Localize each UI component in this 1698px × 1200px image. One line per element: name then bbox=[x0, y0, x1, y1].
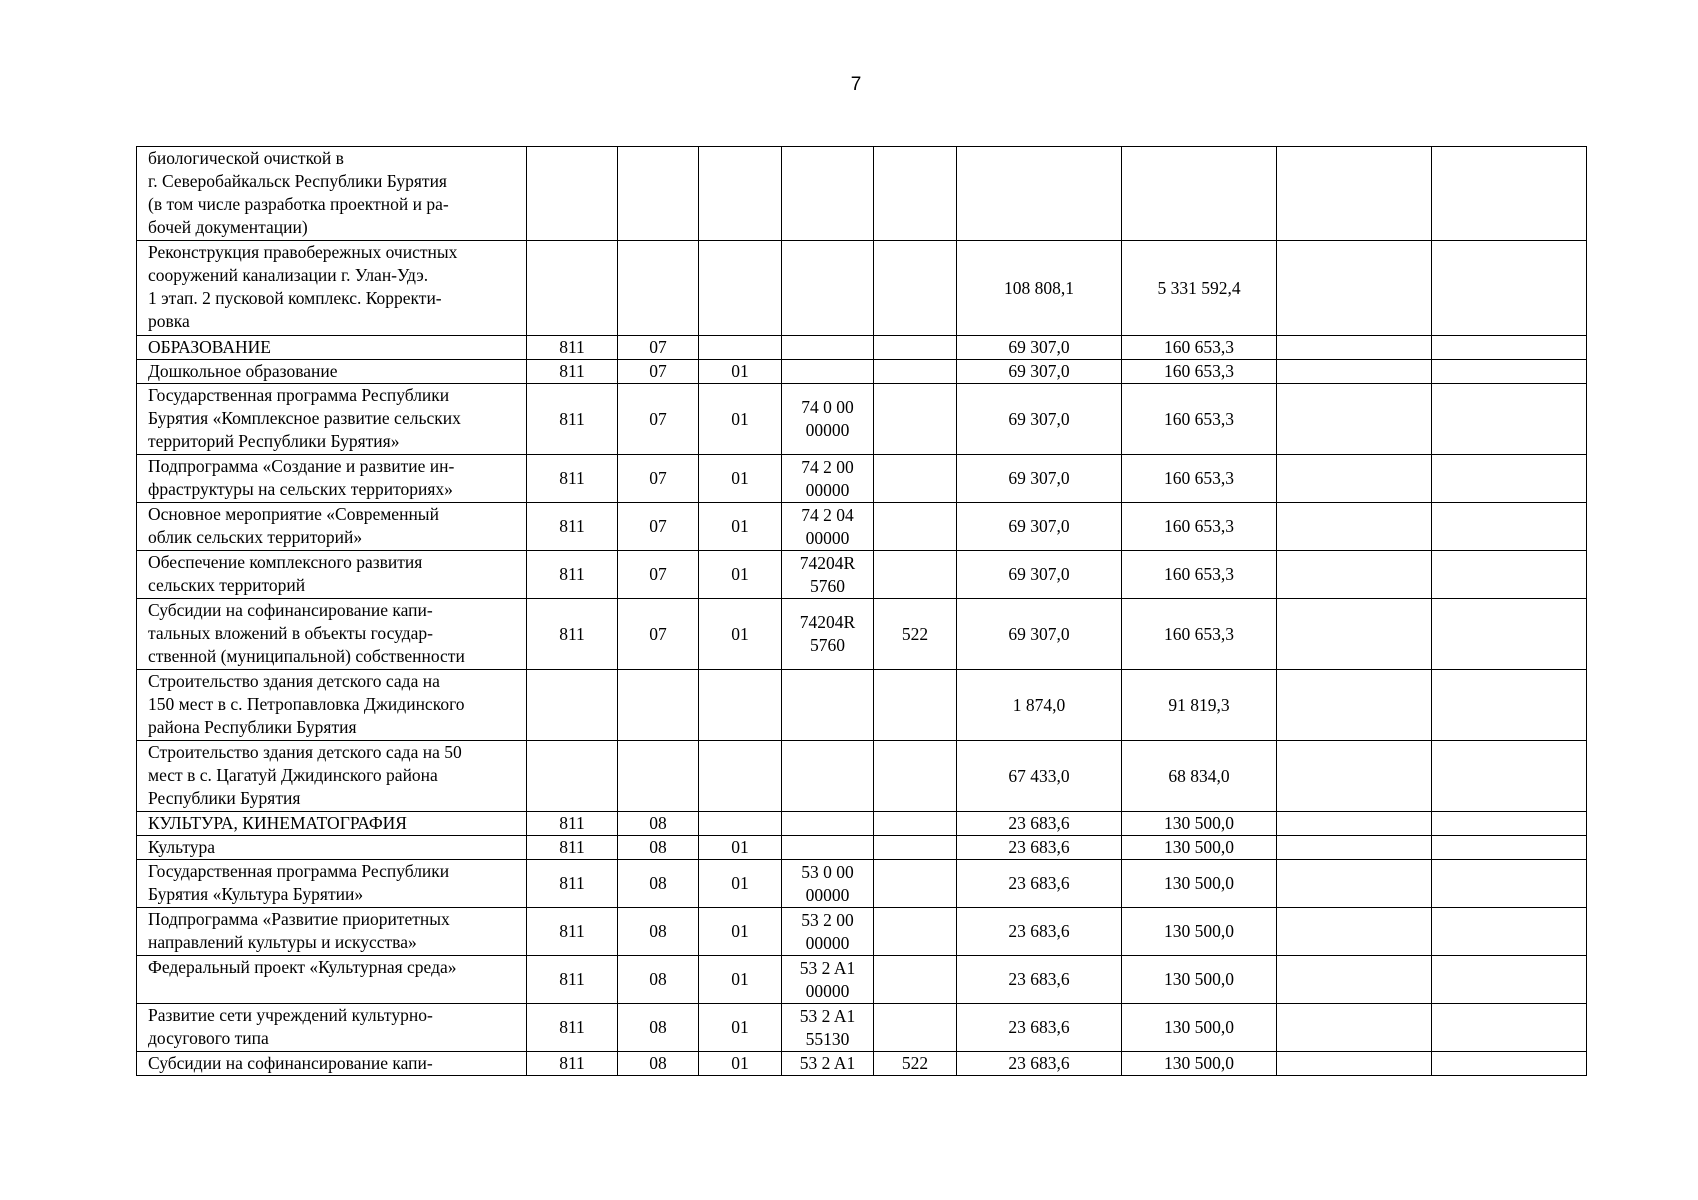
row-name-cell bbox=[137, 503, 527, 551]
table-row bbox=[137, 241, 1587, 336]
row-name: Развитие сети учреждений культурно- досугового типа bbox=[148, 1005, 433, 1048]
table-row bbox=[137, 551, 1587, 599]
table-cell bbox=[782, 836, 874, 860]
table-cell: 53 2 00 00000 bbox=[782, 908, 874, 956]
table-row bbox=[137, 503, 1587, 551]
table-cell bbox=[1432, 741, 1587, 812]
table-cell: 07 bbox=[618, 384, 699, 455]
table-cell bbox=[1277, 956, 1432, 1004]
table-cell: 811 bbox=[527, 1052, 618, 1076]
table-cell: 23 683,6 bbox=[957, 812, 1122, 836]
table-cell: 811 bbox=[527, 908, 618, 956]
table-cell: 130 500,0 bbox=[1122, 1052, 1277, 1076]
table-cell: 811 bbox=[527, 551, 618, 599]
row-name: Культура bbox=[148, 837, 216, 857]
table-cell bbox=[1432, 503, 1587, 551]
table-cell bbox=[1277, 336, 1432, 360]
table-cell: 130 500,0 bbox=[1122, 908, 1277, 956]
table-row bbox=[137, 147, 1587, 241]
table-row bbox=[137, 956, 1587, 1004]
table-row bbox=[137, 670, 1587, 741]
table-cell bbox=[1432, 360, 1587, 384]
table-cell bbox=[1277, 551, 1432, 599]
table-cell: 01 bbox=[699, 384, 782, 455]
table-cell bbox=[782, 147, 874, 241]
table-row bbox=[137, 599, 1587, 670]
table-cell: 74 2 00 00000 bbox=[782, 455, 874, 503]
table-cell bbox=[1432, 599, 1587, 670]
table-cell bbox=[1277, 147, 1432, 241]
table-cell bbox=[874, 455, 957, 503]
table-cell bbox=[699, 670, 782, 741]
table-row bbox=[137, 860, 1587, 908]
row-name: Основное мероприятие «Современный облик сельских территорий» bbox=[148, 504, 439, 547]
table-cell bbox=[699, 812, 782, 836]
table-cell: 74 2 04 00000 bbox=[782, 503, 874, 551]
table-row bbox=[137, 741, 1587, 812]
table-cell: 108 808,1 bbox=[957, 241, 1122, 336]
table-row bbox=[137, 1052, 1587, 1076]
table-cell bbox=[1277, 360, 1432, 384]
table-cell: 01 bbox=[699, 455, 782, 503]
page-number: 7 bbox=[850, 74, 862, 95]
row-name: Реконструкция правобережных очистных сооружений канализации г. Улан-Удэ. 1 этап. 2 пусковой комплекс. Корректи- ровка bbox=[148, 242, 458, 331]
table-cell: 23 683,6 bbox=[957, 836, 1122, 860]
table-cell: 74 0 00 00000 bbox=[782, 384, 874, 455]
table-row bbox=[137, 336, 1587, 360]
table-cell bbox=[527, 147, 618, 241]
table-cell bbox=[874, 336, 957, 360]
table-cell: 07 bbox=[618, 336, 699, 360]
table-cell: 69 307,0 bbox=[957, 384, 1122, 455]
table-cell: 07 bbox=[618, 551, 699, 599]
table-cell: 23 683,6 bbox=[957, 860, 1122, 908]
table-row bbox=[137, 1004, 1587, 1052]
table-cell: 130 500,0 bbox=[1122, 860, 1277, 908]
row-name-cell bbox=[137, 241, 527, 336]
row-name: Государственная программа Республики Бурятия «Культура Бурятии» bbox=[148, 861, 450, 904]
row-name: Субсидии на софинансирование капи- тальных вложений в объекты государ- ственной (муниципальной) собственности bbox=[148, 600, 465, 666]
table-cell: 08 bbox=[618, 1004, 699, 1052]
table-body bbox=[137, 147, 1587, 1076]
table-cell: 53 0 00 00000 bbox=[782, 860, 874, 908]
row-name-cell bbox=[137, 551, 527, 599]
table-cell: 07 bbox=[618, 599, 699, 670]
table-cell: 69 307,0 bbox=[957, 336, 1122, 360]
table-cell: 160 653,3 bbox=[1122, 503, 1277, 551]
table-cell: 5 331 592,4 bbox=[1122, 241, 1277, 336]
table-cell bbox=[782, 336, 874, 360]
table-row bbox=[137, 836, 1587, 860]
table-cell bbox=[874, 908, 957, 956]
table-cell: 811 bbox=[527, 860, 618, 908]
table-cell bbox=[1277, 670, 1432, 741]
table-cell: 69 307,0 bbox=[957, 599, 1122, 670]
table-cell bbox=[874, 241, 957, 336]
table-cell: 23 683,6 bbox=[957, 1052, 1122, 1076]
table-cell bbox=[1277, 503, 1432, 551]
row-name-cell bbox=[137, 860, 527, 908]
table-cell bbox=[874, 1004, 957, 1052]
table-cell bbox=[527, 741, 618, 812]
row-name-cell bbox=[137, 384, 527, 455]
table-row bbox=[137, 812, 1587, 836]
table-cell bbox=[874, 384, 957, 455]
table-cell: 160 653,3 bbox=[1122, 360, 1277, 384]
table-cell: 01 bbox=[699, 1052, 782, 1076]
table-cell: 01 bbox=[699, 1004, 782, 1052]
table-cell: 67 433,0 bbox=[957, 741, 1122, 812]
row-name-cell bbox=[137, 670, 527, 741]
table-cell: 68 834,0 bbox=[1122, 741, 1277, 812]
table-cell: 69 307,0 bbox=[957, 360, 1122, 384]
table-cell bbox=[874, 836, 957, 860]
table-cell bbox=[874, 503, 957, 551]
table-cell bbox=[618, 241, 699, 336]
table-cell: 160 653,3 bbox=[1122, 599, 1277, 670]
table-cell bbox=[782, 241, 874, 336]
table-cell: 74204R 5760 bbox=[782, 551, 874, 599]
table-cell bbox=[618, 147, 699, 241]
table-cell: 07 bbox=[618, 360, 699, 384]
table-cell bbox=[1277, 241, 1432, 336]
table-cell bbox=[1432, 1004, 1587, 1052]
table-cell bbox=[1277, 836, 1432, 860]
table-cell bbox=[874, 551, 957, 599]
table-cell: 69 307,0 bbox=[957, 551, 1122, 599]
row-name: Государственная программа Республики Бурятия «Комплексное развитие сельских территорий Республики Бурятия» bbox=[148, 385, 461, 451]
table-cell: 160 653,3 bbox=[1122, 455, 1277, 503]
table-cell bbox=[527, 241, 618, 336]
table-cell: 53 2 A1 55130 bbox=[782, 1004, 874, 1052]
table-cell: 01 bbox=[699, 836, 782, 860]
table-cell bbox=[1432, 670, 1587, 741]
table-cell: 01 bbox=[699, 360, 782, 384]
table-cell bbox=[874, 812, 957, 836]
table-cell: 01 bbox=[699, 908, 782, 956]
table-cell: 130 500,0 bbox=[1122, 956, 1277, 1004]
table-cell: 160 653,3 bbox=[1122, 336, 1277, 360]
table-cell: 53 2 A1 bbox=[782, 1052, 874, 1076]
table-cell: 811 bbox=[527, 1004, 618, 1052]
table-cell bbox=[1122, 147, 1277, 241]
table-cell: 01 bbox=[699, 599, 782, 670]
table-cell: 07 bbox=[618, 455, 699, 503]
table-row bbox=[137, 360, 1587, 384]
table-cell bbox=[527, 670, 618, 741]
row-name: Дошкольное образование bbox=[148, 361, 338, 381]
table-cell bbox=[1277, 908, 1432, 956]
table-cell bbox=[1277, 812, 1432, 836]
table-cell: 811 bbox=[527, 360, 618, 384]
table-cell: 07 bbox=[618, 503, 699, 551]
table-cell bbox=[1432, 551, 1587, 599]
table-cell bbox=[1432, 860, 1587, 908]
table-cell: 01 bbox=[699, 860, 782, 908]
table-cell: 08 bbox=[618, 812, 699, 836]
table-cell bbox=[1432, 384, 1587, 455]
table-cell: 74204R 5760 bbox=[782, 599, 874, 670]
table-cell: 23 683,6 bbox=[957, 956, 1122, 1004]
table-cell bbox=[1277, 384, 1432, 455]
row-name: Федеральный проект «Культурная среда» bbox=[148, 957, 457, 977]
table-cell: 01 bbox=[699, 503, 782, 551]
table-cell: 08 bbox=[618, 1052, 699, 1076]
table-cell bbox=[874, 670, 957, 741]
table-cell: 01 bbox=[699, 956, 782, 1004]
table-cell: 53 2 A1 00000 bbox=[782, 956, 874, 1004]
table-cell bbox=[874, 741, 957, 812]
table-cell bbox=[699, 241, 782, 336]
row-name: КУЛЬТУРА, КИНЕМАТОГРАФИЯ bbox=[148, 813, 407, 833]
table-cell: 01 bbox=[699, 551, 782, 599]
table-cell: 69 307,0 bbox=[957, 455, 1122, 503]
table-cell: 1 874,0 bbox=[957, 670, 1122, 741]
table-cell bbox=[782, 360, 874, 384]
row-name-cell bbox=[137, 741, 527, 812]
table-row bbox=[137, 455, 1587, 503]
table-row bbox=[137, 384, 1587, 455]
table-cell bbox=[1432, 336, 1587, 360]
table-cell: 811 bbox=[527, 812, 618, 836]
row-name-cell bbox=[137, 812, 527, 836]
table-row bbox=[137, 908, 1587, 956]
row-name-cell bbox=[137, 360, 527, 384]
table-cell bbox=[618, 670, 699, 741]
table-cell bbox=[874, 360, 957, 384]
table-cell bbox=[1432, 455, 1587, 503]
table-cell: 23 683,6 bbox=[957, 1004, 1122, 1052]
table-cell bbox=[1432, 1052, 1587, 1076]
table-cell bbox=[1432, 908, 1587, 956]
table-cell: 522 bbox=[874, 599, 957, 670]
row-name: Строительство здания детского сада на 150 мест в с. Петропавловка Джидинского района Республики Бурятия bbox=[148, 671, 465, 737]
table-cell: 08 bbox=[618, 836, 699, 860]
row-name: ОБРАЗОВАНИЕ bbox=[148, 337, 271, 357]
row-name-cell bbox=[137, 147, 527, 241]
table-cell: 811 bbox=[527, 836, 618, 860]
table-cell: 160 653,3 bbox=[1122, 384, 1277, 455]
table-cell bbox=[699, 336, 782, 360]
table-cell bbox=[1277, 741, 1432, 812]
row-name: Обеспечение комплексного развития сельских территорий bbox=[148, 552, 423, 595]
table-cell: 811 bbox=[527, 956, 618, 1004]
table-cell: 160 653,3 bbox=[1122, 551, 1277, 599]
row-name: Подпрограмма «Развитие приоритетных направлений культуры и искусства» bbox=[148, 909, 450, 952]
table-cell bbox=[782, 812, 874, 836]
table-cell bbox=[874, 147, 957, 241]
table-cell: 811 bbox=[527, 503, 618, 551]
row-name-cell bbox=[137, 908, 527, 956]
table-cell: 08 bbox=[618, 956, 699, 1004]
table-cell bbox=[1277, 860, 1432, 908]
table-cell: 811 bbox=[527, 336, 618, 360]
table-cell: 130 500,0 bbox=[1122, 836, 1277, 860]
table-cell: 811 bbox=[527, 599, 618, 670]
row-name-cell bbox=[137, 1052, 527, 1076]
table-cell bbox=[1432, 956, 1587, 1004]
table-cell: 08 bbox=[618, 908, 699, 956]
row-name: Строительство здания детского сада на 50 мест в с. Цагатуй Джидинского района Республики Бурятия bbox=[148, 742, 462, 808]
table-cell: 130 500,0 bbox=[1122, 1004, 1277, 1052]
row-name-cell bbox=[137, 336, 527, 360]
table-cell bbox=[1432, 147, 1587, 241]
table-cell: 91 819,3 bbox=[1122, 670, 1277, 741]
table-cell bbox=[699, 741, 782, 812]
table-cell: 23 683,6 bbox=[957, 908, 1122, 956]
row-name: Подпрограмма «Создание и развитие ин- фраструктуры на сельских территориях» bbox=[148, 456, 455, 499]
table-cell bbox=[874, 860, 957, 908]
table-cell bbox=[1277, 1052, 1432, 1076]
table-cell: 811 bbox=[527, 455, 618, 503]
row-name: Субсидии на софинансирование капи- bbox=[148, 1053, 433, 1073]
table-cell: 08 bbox=[618, 860, 699, 908]
table-cell bbox=[874, 956, 957, 1004]
table-cell bbox=[699, 147, 782, 241]
row-name-cell bbox=[137, 836, 527, 860]
table-cell bbox=[957, 147, 1122, 241]
table-cell bbox=[1432, 836, 1587, 860]
table-cell bbox=[1277, 1004, 1432, 1052]
table-cell bbox=[782, 670, 874, 741]
table-cell bbox=[1432, 241, 1587, 336]
table-cell: 130 500,0 bbox=[1122, 812, 1277, 836]
table-cell: 811 bbox=[527, 384, 618, 455]
table-cell bbox=[1277, 455, 1432, 503]
table-cell bbox=[782, 741, 874, 812]
row-name: биологической очисткой в г. Северобайкальск Республики Бурятия (в том числе разработка проектной и ра- бочей документации) bbox=[148, 148, 449, 237]
budget-table bbox=[136, 146, 1587, 1076]
table-cell bbox=[618, 741, 699, 812]
row-name-cell bbox=[137, 956, 527, 1004]
table-cell: 522 bbox=[874, 1052, 957, 1076]
row-name-cell bbox=[137, 599, 527, 670]
table-cell bbox=[1432, 812, 1587, 836]
table-cell: 69 307,0 bbox=[957, 503, 1122, 551]
table-cell bbox=[1277, 599, 1432, 670]
row-name-cell bbox=[137, 1004, 527, 1052]
row-name-cell bbox=[137, 455, 527, 503]
